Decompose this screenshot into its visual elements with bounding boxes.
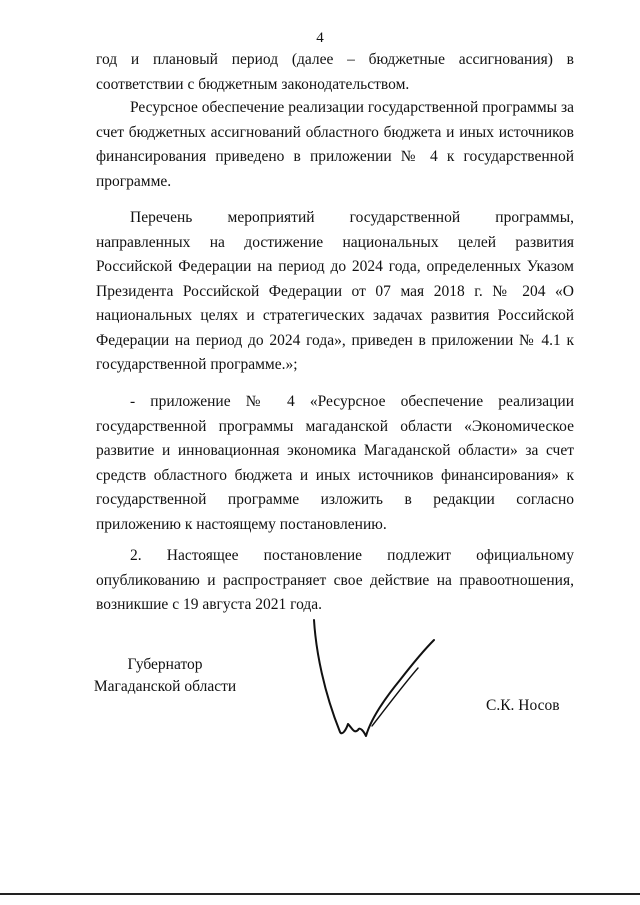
signatory-name: С.К. Носов [486, 697, 560, 714]
paragraph-1: год и плановый период (далее – бюджетные ассигнования) в соответствии с бюджетным законодательством. [96, 51, 574, 93]
paragraph-resource-support [96, 96, 574, 194]
page-bottom-edge [0, 893, 640, 895]
handwritten-signature [300, 612, 450, 752]
page-number: 4 [316, 30, 324, 46]
paragraph-5: 2. Настоящее постановление подлежит официальному опубликованию и распространяет свое действие на правоотношения, возникшие с 19 августа 2021 года. [96, 547, 574, 613]
paragraph-appendix-4 [96, 390, 574, 537]
paragraph-2: Ресурсное обеспечение реализации государственной программы за счет бюджетных ассигнований областного бюджета и иных источников финансирования приведено в приложении № 4 к государственной программе. [96, 99, 574, 190]
signatory-position-line1: Губернатор [127, 656, 203, 673]
paragraph-effective-date [96, 544, 574, 618]
signatory-position-line2: Магаданской области [93, 678, 237, 695]
signatory-position [80, 654, 250, 698]
paragraph-measures-list [96, 206, 574, 378]
paragraph-continuation [96, 48, 574, 97]
paragraph-3: Перечень мероприятий государственной программы, направленных на достижение национальных целей развития Российской Федерации на период до 2024 года, определенных Указом Президента Российской Федерации от 07 мая 2018 г. № 204 «О национальных целях и стратегических задачах развития Российской Федерации на период до 2024 года», приведен в приложении № 4.1 к государственной программе.»; [96, 209, 574, 373]
paragraph-4: - приложение № 4 «Ресурсное обеспечение реализации государственной программы магаданской области «Экономическое развитие и инновационная экономика Магаданской области» за счет средств областного бюджета и иных источников финансирования» к государственной программе изложить в редакции согласно приложению к настоящему постановлению. [96, 393, 574, 533]
